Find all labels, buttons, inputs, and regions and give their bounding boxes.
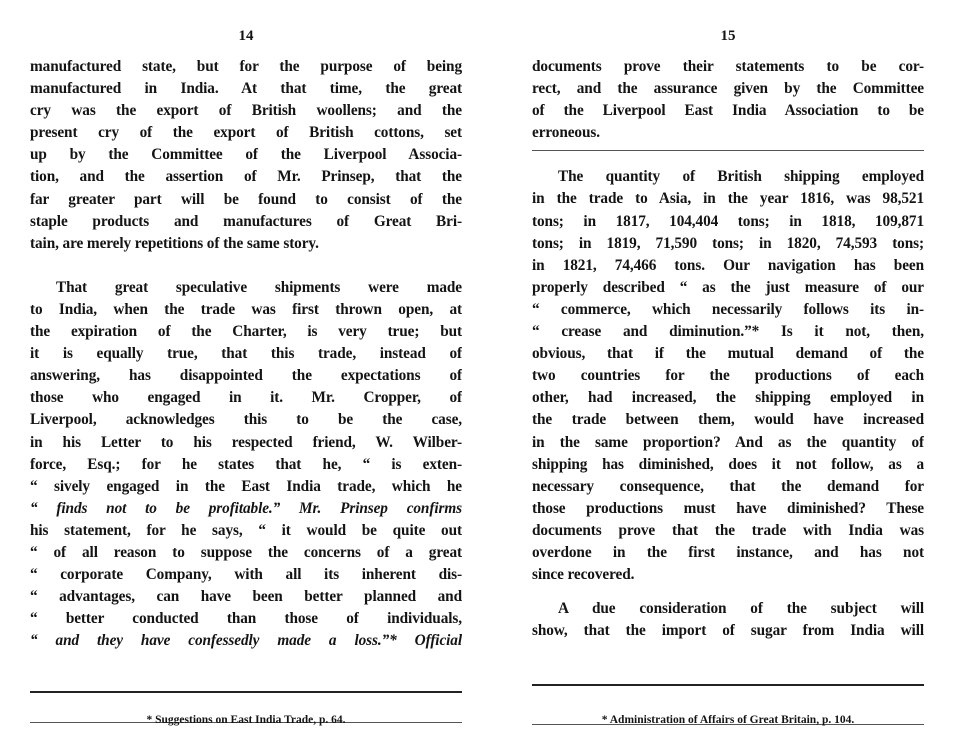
text-line: manufactured state, but for the purpose of being [30, 58, 462, 75]
text-line: The quantity of British shipping employed [558, 168, 924, 186]
text-line: That great speculative shipments were made [56, 278, 462, 296]
footnote-rule [30, 691, 462, 693]
text-line: it is equally true, that this trade, instead of [30, 345, 462, 363]
text-line: two countries for the productions of each [532, 367, 924, 385]
text-line: erroneous. [532, 124, 600, 142]
section-rule [532, 150, 924, 151]
paragraph [532, 166, 924, 586]
text-line: show, that the import of sugar from India will [532, 622, 924, 640]
text-line: overdone in the first instance, and has not [532, 543, 924, 561]
footnote-rule [532, 684, 924, 686]
text-line: tons; in 1819, 71,590 tons; in 1820, 74,593 tons; [532, 234, 924, 252]
page-number: 15 [720, 28, 736, 44]
text-line: up by the Committee of the Liverpool Associa- [30, 146, 462, 164]
paragraph [532, 56, 924, 144]
text-line: force, Esq.; for he states that he, “ is exten- [30, 455, 462, 473]
text-line: shipping has diminished, does it not follow, as a [532, 455, 924, 473]
paragraph [532, 598, 924, 642]
text-line: “ advantages, can have been better planned and [30, 588, 462, 606]
footnote: * Suggestions on East India Trade, p. 64. [146, 714, 346, 726]
text-line: the expiration of the Charter, is very true; but [30, 323, 462, 341]
text-line: those who engaged in it. Mr. Cropper, of [30, 389, 462, 407]
text-line: Liverpool, acknowledges this to be the case, [30, 411, 462, 429]
text-line: “ better conducted than those of individuals, [30, 610, 462, 628]
text-line: in 1821, 74,466 tons. Our navigation has been [532, 256, 924, 274]
text-line: the trade between them, would have increased [532, 411, 924, 429]
page-body [30, 56, 462, 652]
text-line: properly described “ as the just measure of our [532, 278, 924, 296]
text-line: since recovered. [532, 566, 635, 584]
text-line: documents prove their statements to be cor- [532, 58, 924, 75]
paragraph [30, 277, 462, 653]
text-line: staple products and manufactures of Great Bri- [30, 212, 462, 230]
paragraph-gap [532, 586, 924, 598]
text-line: in the same proportion? And as the quantity of [532, 433, 924, 451]
text-line-italic: “ finds not to be profitable.” Mr. Prinsep confirms [30, 499, 462, 517]
text-line: those productions must have diminished? These [532, 499, 924, 517]
text-line: cry was the export of British woollens; and the [30, 102, 462, 120]
text-line: in his Letter to his respected friend, W. Wilber- [30, 433, 462, 451]
text-line-italic: “ and they have confessedly made a loss.”* Official [30, 632, 462, 650]
text-line: tion, and the assertion of Mr. Prinsep, that the [30, 168, 462, 186]
text-line: “ of all reason to suppose the concerns of a great [30, 543, 462, 561]
text-line: A due consideration of the subject will [558, 600, 924, 618]
paragraph-gap [532, 144, 924, 166]
page-number: 14 [238, 28, 254, 44]
text-line: documents prove that the trade with India was [532, 521, 924, 539]
text-line: other, had increased, the shipping employed in [532, 389, 924, 407]
text-line: tain, are merely repetitions of the same story. [30, 234, 319, 252]
text-line: “ commerce, which necessarily follows its in- [532, 300, 924, 318]
text-line: obvious, that if the mutual demand of the [532, 345, 924, 363]
text-line: “ corporate Company, with all its inherent dis- [30, 566, 462, 584]
text-line: manufactured in India. At that time, the great [30, 80, 462, 98]
paragraph [30, 56, 462, 255]
text-line: necessary consequence, that the demand for [532, 477, 924, 495]
text-line: of the Liverpool East India Association to be [532, 102, 924, 120]
text-line: rect, and the assurance given by the Committee [532, 80, 924, 98]
text-line: his statement, for he says, “ it would be quite out [30, 521, 462, 539]
text-line: tons; in 1817, 104,404 tons; in 1818, 109,871 [532, 212, 924, 230]
footnote: * Administration of Affairs of Great Britain, p. 104. [601, 714, 855, 726]
text-line: to India, when the trade was first thrown open, at [30, 300, 462, 318]
text-line: present cry of the export of British cottons, set [30, 124, 462, 142]
paragraph-gap [30, 255, 462, 277]
text-line: “ sively engaged in the East India trade, which he [30, 477, 462, 495]
page-body [532, 56, 924, 642]
text-line: “ crease and diminution.”* Is it not, then, [532, 323, 924, 341]
text-line: answering, has disappointed the expectations of [30, 367, 462, 385]
text-line: in the trade to Asia, in the year 1816, was 98,521 [532, 190, 924, 208]
text-line: far greater part will be found to consist of the [30, 190, 462, 208]
